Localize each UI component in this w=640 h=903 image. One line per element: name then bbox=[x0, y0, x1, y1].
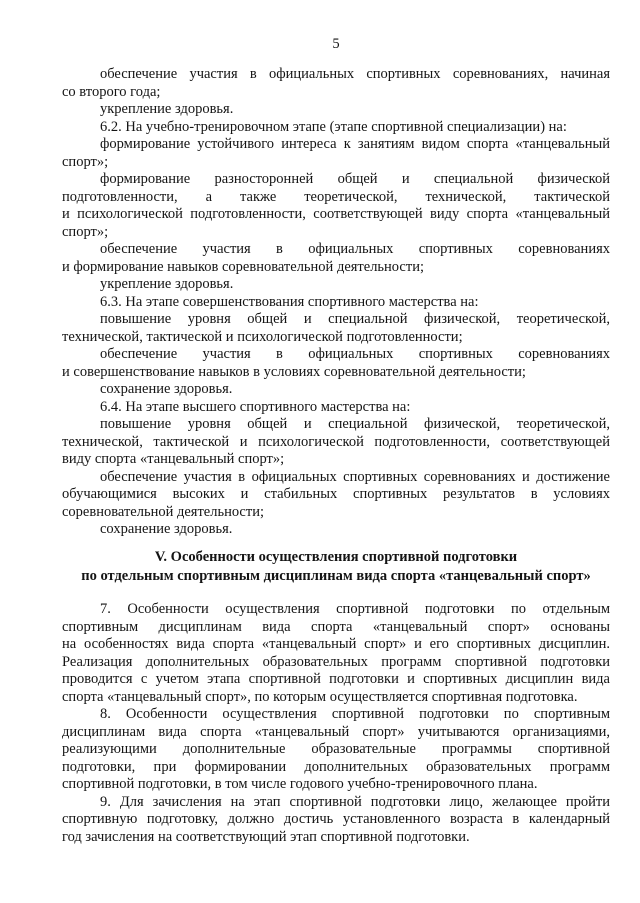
text-line: повышение уровня общей и специальной физической, теоретической, bbox=[100, 416, 610, 432]
task-item bbox=[62, 171, 610, 241]
subsection-6-2-title bbox=[62, 119, 610, 137]
text-line: формирование разносторонней общей и специальной физической bbox=[100, 171, 610, 187]
clause-9 bbox=[62, 794, 610, 847]
heading-line: V. Особенности осуществления спортивной подготовки bbox=[154, 549, 518, 565]
text-line: 7. Особенности осуществления спортивной подготовки по отдельным bbox=[100, 601, 610, 617]
text-line: обеспечение участия в официальных спортивных соревнованиях, начиная bbox=[100, 66, 610, 82]
text-line: виду спорта «танцевальный спорт»; bbox=[62, 451, 285, 467]
text-line: 8. Особенности осуществления спортивной подготовки по спортивным bbox=[100, 706, 610, 722]
text-line: обеспечение участия в официальных спортивных соревнованиях и достижение bbox=[100, 468, 610, 485]
text-line: подготовленности, а также теоретической, технической, тактической bbox=[62, 188, 610, 205]
text-line: сохранение здоровья. bbox=[100, 521, 233, 537]
task-item bbox=[62, 311, 610, 346]
text-line: 6.4. На этапе высшего спортивного мастерства на: bbox=[100, 398, 411, 415]
text-line: год зачисления на соответствующий этап спортивной подготовки. bbox=[62, 828, 470, 845]
task-item bbox=[62, 416, 610, 469]
text-line: обеспечение участия в официальных спортивных соревнованиях bbox=[100, 241, 610, 257]
text-line: со второго года; bbox=[62, 83, 161, 100]
text-line: и психологической подготовленности, соответствующей виду спорта «танцевальный bbox=[62, 206, 610, 222]
text-line: сохранение здоровья. bbox=[100, 381, 233, 397]
text-line: на особенностях вида спорта «танцевальный спорт» и его спортивных дисциплин. bbox=[62, 636, 610, 652]
text-line: укрепление здоровья. bbox=[100, 101, 234, 117]
text-line: спортивную подготовку, должно достичь установленного возраста в календарный bbox=[62, 811, 610, 827]
text-line: Реализация дополнительных образовательных программ спортивной подготовки bbox=[62, 653, 610, 670]
task-item bbox=[62, 469, 610, 522]
subsection-6-3-title bbox=[62, 294, 610, 312]
text-line: соревновательной деятельности; bbox=[62, 503, 264, 520]
text-line: проводится с учетом этапа спортивной подготовки и спортивных дисциплин вида bbox=[62, 671, 610, 687]
stage-tasks-section bbox=[62, 66, 610, 539]
text-line: 9. Для зачисления на этап спортивной подготовки лицо, желающее пройти bbox=[100, 793, 610, 810]
text-line: и формирование навыков соревновательной деятельности; bbox=[62, 258, 424, 275]
clause-8 bbox=[62, 706, 610, 794]
text-line: спорт»; bbox=[62, 223, 109, 240]
heading-line: по отдельным спортивным дисциплинам вида спорта «танцевальный спорт» bbox=[81, 567, 591, 584]
task-item bbox=[62, 521, 610, 539]
text-line: формирование устойчивого интереса к занятиям видом спорта «танцевальный bbox=[100, 136, 610, 152]
text-line: спортивной подготовки, в том числе годового учебно-тренировочного плана. bbox=[62, 776, 538, 792]
task-item bbox=[62, 381, 610, 399]
text-line: спорта «танцевальный спорт», по которым осуществляется спортивная подготовка. bbox=[62, 688, 578, 705]
text-line: 6.3. На этапе совершенствования спортивного мастерства на: bbox=[100, 293, 479, 310]
text-line: обеспечение участия в официальных спортивных соревнованиях bbox=[100, 346, 610, 362]
task-item bbox=[62, 101, 610, 119]
text-line: реализующими дополнительные образовательные программы спортивной bbox=[62, 741, 610, 757]
task-item bbox=[62, 136, 610, 171]
text-line: дисциплинам вида спорта «танцевальный спорт» учитываются организациями, bbox=[62, 723, 610, 740]
subsection-6-4-title bbox=[62, 399, 610, 417]
text-line: подготовки, при формировании дополнительных образовательных программ bbox=[62, 758, 610, 775]
text-line: спорт»; bbox=[62, 153, 109, 170]
clause-7 bbox=[62, 601, 610, 706]
task-item bbox=[62, 276, 610, 294]
text-line: обучающимися высоких и стабильных спортивных результатов в условиях bbox=[62, 486, 610, 502]
clauses-section bbox=[62, 601, 610, 846]
text-line: и совершенствование навыков в условиях соревновательной деятельности; bbox=[62, 363, 526, 380]
task-item bbox=[62, 241, 610, 276]
text-line: укрепление здоровья. bbox=[100, 276, 234, 292]
section-heading bbox=[40, 548, 632, 585]
task-item bbox=[62, 66, 610, 101]
text-line: 6.2. На учебно-тренировочном этапе (этапе спортивной специализации) на: bbox=[100, 118, 567, 135]
text-line: технической, тактической и психологической подготовленности, соответствующей bbox=[62, 433, 610, 450]
task-item bbox=[62, 346, 610, 381]
page-number: 5 bbox=[332, 36, 340, 52]
text-line: спортивным дисциплинам вида спорта «танцевальный спорт» основаны bbox=[62, 618, 610, 635]
text-line: повышение уровня общей и специальной физической, теоретической, bbox=[100, 311, 610, 327]
text-line: технической, тактической и психологической подготовленности; bbox=[62, 328, 463, 345]
